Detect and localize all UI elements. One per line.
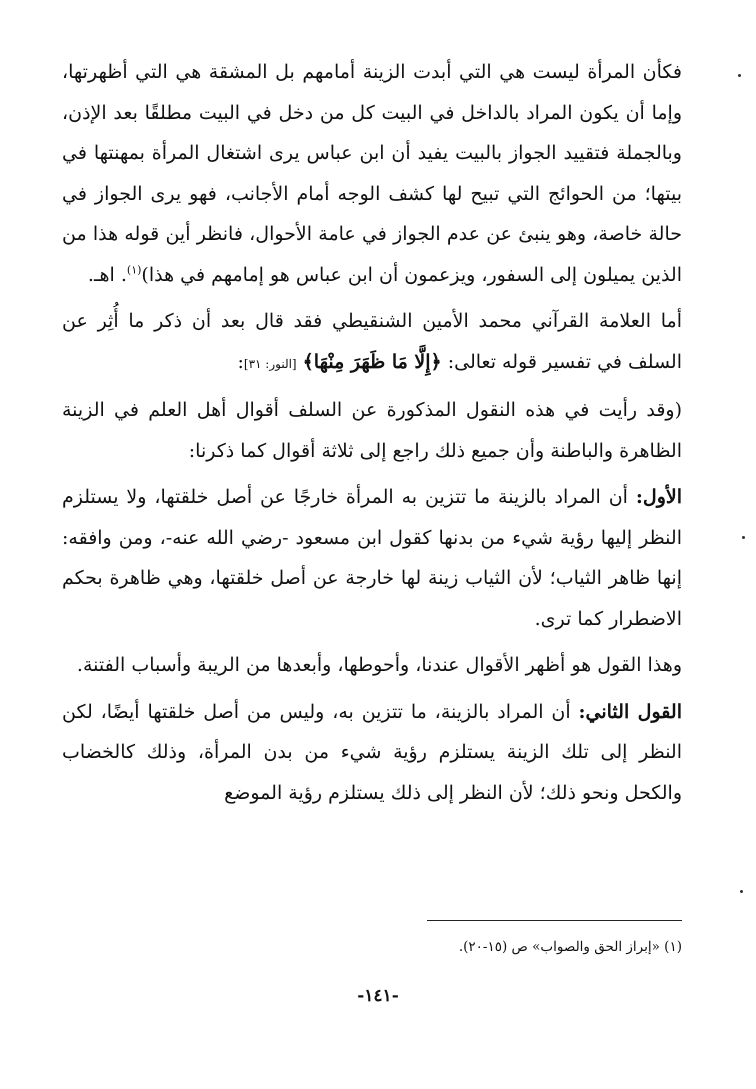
paragraph-6 [62,692,682,814]
verse-reference: [النور: ٣١] [243,356,297,371]
paragraph-5 [62,645,682,686]
page-body [62,52,682,813]
paragraph-4 [62,477,682,639]
footnote-separator [427,920,682,921]
scan-mark [740,890,743,893]
paragraph-2 [62,301,682,384]
paragraph-2-end: : [237,350,244,373]
paragraph-3-text: (وقد رأيت في هذه النقول المذكورة عن السلف أقوال أهل العلم في الزينة الظاهرة والباطنة وأن جميع ذلك راجع إلى ثلاثة أقوال كما ذكرنا: [62,399,682,462]
paragraph-3 [62,390,682,471]
paragraph-6-text: أن المراد بالزينة، ما تتزين به، وليس من أصل خلقتها أيضًا، لكن النظر إلى تلك الزينة يستلزم رؤية شيء من بدن المرأة، وذلك كالخضاب والكحل ونحو ذلك؛ لأن النظر إلى ذلك يستلزم رؤية الموضع [62,700,682,804]
scan-mark [738,74,741,77]
second-opinion-label: القول الثاني: [578,700,682,723]
paragraph-1-end: . اهـ. [87,263,127,286]
page-number: -١٤١- [357,986,399,1006]
paragraph-5-text: وهذا القول هو أظهر الأقوال عندنا، وأحوطها، وأبعدها من الريبة وأسباب الفتنة. [76,654,682,676]
footnote-text: «إبراز الحق والصواب» ص (١٥-٢٠). [458,939,660,955]
paragraph-1-text: فكأن المرأة ليست هي التي أبدت الزينة أمامهم بل المشقة هي التي أظهرتها، وإما أن يكون المراد بالداخل في البيت كل من دخل في البيت مطلقًا بعد الإذن، وبالجملة فتقييد الجواز بالبيت يفيد أن ابن عباس يرى اشتغال المرأة بمهنتها في بيتها؛ من الحوائج التي تبيح لها كشف الوجه أمام الأجانب، فهو يرى الجواز في حالة خاصة، وهو ينبئ عن عدم الجواز في عامة الأحوال، فانظر أين قوله هذا من الذين يميلون إلى السفور، ويزعمون أن ابن عباس هو إمامهم في هذا) [62,61,682,286]
footnote [62,936,682,958]
paragraph-1 [62,52,682,295]
first-opinion-label: الأول: [635,486,682,508]
paragraph-2-text: أما العلامة القرآني محمد الأمين الشنقيطي فقد قال بعد أن ذكر ما أُثِر عن السلف في تفسير قوله تعالى: [62,310,682,373]
footnote-number: (١) [664,939,682,955]
quran-verse: ﴿إِلَّا مَا ظَهَرَ مِنْهَا﴾ [302,350,442,373]
footnote-reference: (١) [126,263,142,277]
scan-mark [742,536,745,539]
paragraph-4-text: أن المراد بالزينة ما تتزين به المرأة خارجًا عن أصل خلقتها، ولا يستلزم النظر إليها رؤية شيء من بدنها كقول ابن مسعود -رضي الله عنه-، ومن وافقه: إنها ظاهر الثياب؛ لأن الثياب زينة لها خارجة عن أصل خلقتها، وهي ظاهرة بحكم الاضطرار كما ترى. [62,486,682,630]
